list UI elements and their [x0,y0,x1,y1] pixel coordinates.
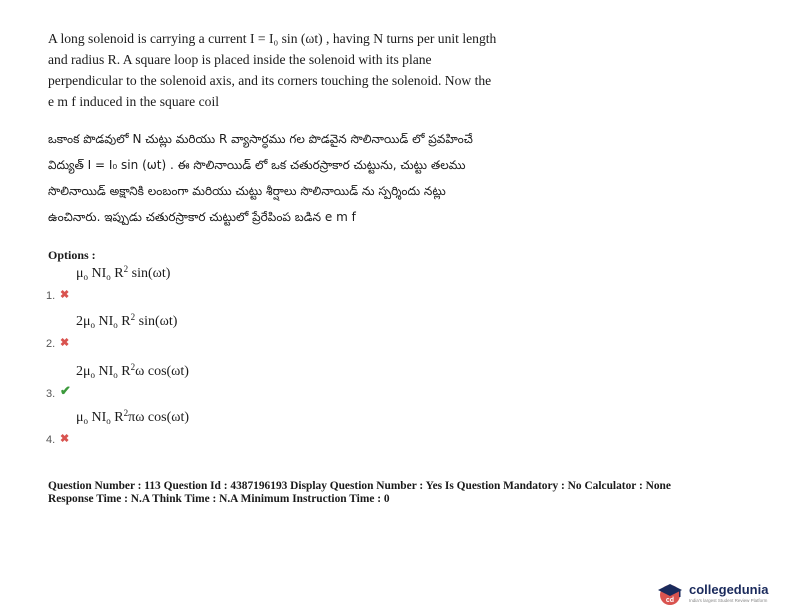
radius-exponent: 2 [130,362,136,372]
current-subscript: o [106,416,111,426]
question-line: A long solenoid is carrying a current I = I₀ sin (ωt) , having N turns per unit length [48,31,497,46]
mu-symbol: μ [83,314,91,329]
option-tail: sin(ωt) [138,314,178,329]
mu-subscript: o [83,272,89,282]
current-subscript: o [113,370,118,380]
radius: R [114,266,124,281]
option-number: 2. [46,338,56,350]
option-3[interactable] [46,360,346,400]
radius-exponent: 2 [123,408,129,418]
question-line: ఒకాంక పొడవులో N చుట్లు మరియు R వ్యాసార్ధము గల పొడవైన సొలినాయిడ్ లో ప్రవహించే [48,132,473,146]
option-expression [76,264,170,282]
question-text-telugu [48,126,588,230]
mu-subscript: o [83,416,89,426]
mu-symbol: μ [76,410,84,425]
option-number: 1. [46,290,56,302]
metadata-line: Response Time : N.A Think Time : N.A Minimum Instruction Time : 0 [48,493,390,505]
option-number: 3. [46,388,56,400]
option-expression [76,312,177,330]
option-1[interactable] [46,262,346,302]
question-line: perpendicular to the solenoid axis, and its corners touching the solenoid. Now the [48,73,492,88]
options-label: Options : [48,248,96,262]
question-line: విద్యుత్ I = I₀ sin (ωt) . ఈ సొలినాయిడ్ లో ఒక చతురస్రాకార చుట్టును, చుట్టు తలము [48,158,466,172]
question-text-english [48,28,568,112]
cross-icon: ✖ [60,289,70,301]
radius: R [121,364,131,379]
n-current: NI [91,266,107,281]
n-current: NI [91,410,107,425]
option-coefficient: 2 [76,314,83,329]
graduation-cap-logo-icon [655,580,689,606]
n-current: NI [98,364,114,379]
option-tail: ω cos(ωt) [135,364,189,379]
cross-icon: ✖ [60,337,70,349]
question-line: and radius R. A square loop is placed inside the solenoid with its plane [48,52,432,67]
option-4[interactable] [46,406,346,446]
brand-watermark [655,580,792,606]
question-line: సొలినాయిడ్ అక్షానికి లంబంగా మరియు చుట్టు శీర్షాలు సొలినాయిడ్ ను స్పర్శిందు నట్లు [48,184,446,198]
metadata-line: Question Number : 113 Question Id : 4387196193 Display Question Number : Yes Is Question Mandatory : No Calculator : None [48,480,671,492]
mu-subscript: o [90,320,96,330]
mu-symbol: μ [76,266,84,281]
question-line: ఉంచినారు. ఇప్పుడు చతురస్రాకార చుట్టులో ప్రేరేపింప బడిన e m f [48,210,356,224]
current-subscript: o [106,272,111,282]
question-metadata [48,480,748,506]
option-tail: πω cos(ωt) [128,410,190,425]
cross-icon: ✖ [60,433,70,445]
n-current: NI [98,314,114,329]
question-line: e m f induced in the square coil [48,94,219,109]
radius: R [121,314,131,329]
option-expression [76,362,189,380]
brand-tagline: India's largest Student Review Platform [689,598,768,603]
current-subscript: o [113,320,118,330]
radius-exponent: 2 [123,264,129,274]
radius-exponent: 2 [130,312,136,322]
option-number: 4. [46,434,56,446]
svg-text:cd: cd [665,597,675,604]
brand-name: collegedunia [689,582,769,597]
mu-symbol: μ [83,364,91,379]
option-2[interactable] [46,310,346,350]
option-expression [76,408,189,426]
check-icon: ✔ [60,383,71,398]
option-tail: sin(ωt) [131,266,171,281]
mu-subscript: o [90,370,96,380]
option-coefficient: 2 [76,364,83,379]
radius: R [114,410,124,425]
